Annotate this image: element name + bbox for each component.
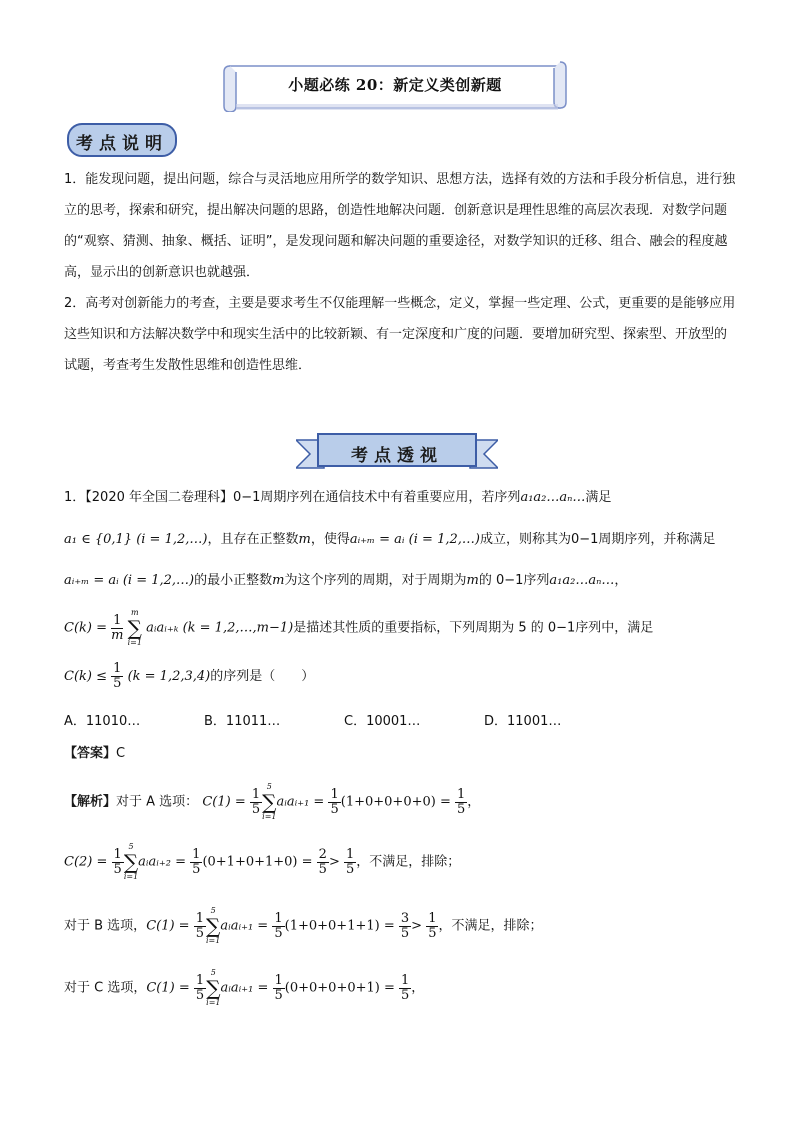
section-badge-explanation (66, 122, 178, 158)
fraction: $\frac{1}{5}$ (113, 846, 122, 877)
analysis-line-1: 【解析】对于 A 选项： C(1) = $\frac{1}{5}$ 5 ∑ i=1 aᵢaᵢ₊₁ = $\frac{1}{5}$ (1+0+0+0+0) = $\frac{1}{5}$ ， (64, 782, 481, 821)
fraction: $\frac{1}{m}$ (111, 612, 124, 643)
analysis-label: 【解析】 (64, 794, 117, 810)
problem-line-1: 1．【2020 年全国二卷理科】0−1周期序列在通信技术中有着重要应用，若序列a₁a₂…aₙ…满足 (64, 490, 612, 505)
summation-symbol: m ∑ i=1 (127, 608, 142, 647)
intro-paragraph-2: 2．高考对创新能力的考查，主要是要求考生不仅能理解一些概念，定义，掌握一些定理、公式，更重要的是能够应用这些知识和方法解决数学中和现实生活中的比较新颖、有一定深度和广度的问题．要增加研究型、探索型、开放型的试题，考查考生发散性思维和创造性思维． (64, 296, 736, 373)
option-c: C．10001… (344, 714, 421, 729)
summation-symbol: 5 ∑ i=1 (206, 968, 221, 1007)
option-a: A．11010… (64, 714, 141, 729)
answer-value: C (116, 746, 126, 761)
problem-line-2: a₁ ∈ {0,1} (i = 1,2,…)，且存在正整数m，使得aᵢ₊ₘ = aᵢ (i = 1,2,…)成立，则称其为0−1周期序列，并称满足 (64, 532, 716, 547)
page-title: 小题必练 20：新定义类创新题 (288, 76, 502, 94)
fraction: $\frac{1}{5}$ (113, 661, 122, 691)
summation-symbol: 5 ∑ i=1 (206, 906, 221, 945)
analysis-line-3: 对于 B 选项，C(1) = $\frac{1}{5}$ 5 ∑ i=1 aᵢaᵢ₊₁ = $\frac{1}{5}$ (1+0+0+1+1) = $\frac{3}{5}$ > $\frac{1}{5}$ ，不满足，排除； (64, 906, 543, 945)
option-d: D．11001… (484, 714, 562, 729)
problem-line-5: C(k) ≤ $\frac{1}{5}$ (k = 1,2,3,4)的序列是（ ） (64, 661, 315, 691)
section-badge-label: 考点透视 (351, 446, 443, 466)
answer-label: 【答案】 (64, 746, 117, 761)
summation-symbol: 5 ∑ i=1 (123, 842, 139, 881)
summation-symbol: 5 ∑ i=1 (262, 782, 277, 821)
analysis-line-2: C(2) = $\frac{1}{5}$ 5 ∑ i=1 aᵢaᵢ₊₂ = $\frac{1}{5}$ (0+1+0+1+0) = $\frac{2}{5}$ > $\frac{1}{5}$ ，不满足，排除； (64, 842, 461, 881)
problem-line-3: aᵢ₊ₘ = aᵢ (i = 1,2,…)的最小正整数m为这个序列的周期，对于周期为m的 0−1序列a₁a₂…aₙ…， (64, 573, 628, 588)
section-badge-label: 考点说明 (76, 134, 168, 154)
fraction: $\frac{2}{5}$ (318, 846, 327, 877)
problem-source: 1．【2020 年全国二卷理科】 (64, 490, 233, 505)
fraction: $\frac{1}{5}$ (346, 846, 355, 877)
intro-paragraph-1: 1．能发现问题，提出问题，综合与灵活地应用所学的数学知识、思想方法，选择有效的方法和手段分析信息，进行独立的思考，探索和研究，提出解决问题的思路，创造性地解决问题．创新意识是理性思维的高层次表现．对数学问题的“观察、猜测、抽象、概括、证明”，是发现问题和解决问题的重要途径，对数学知识的迁移、组合、融会的程度越高，显示出的创新意识也就越强． (64, 172, 736, 280)
problem-line-4: C(k) = $\frac{1}{m}$ m ∑ i=1 aᵢaᵢ₊ₖ (k = 1,2,…,m−1)是描述其性质的重要指标，下列周期为 5 的 0−1序列中，满足 (64, 608, 654, 647)
option-b: B．11011… (204, 714, 281, 729)
answer-line (64, 742, 125, 761)
analysis-line-4: 对于 C 选项，C(1) = $\frac{1}{5}$ 5 ∑ i=1 aᵢaᵢ₊₁ = $\frac{1}{5}$ (0+0+0+0+1) = $\frac{1}{5}$ ， (64, 968, 425, 1007)
fraction: $\frac{3}{5}$ (400, 910, 410, 941)
fraction: $\frac{1}{5}$ (192, 846, 201, 877)
fraction: $\frac{1}{5}$ (251, 786, 261, 817)
fraction: $\frac{1}{5}$ (195, 972, 205, 1003)
section-badge-perspective (296, 432, 498, 472)
fraction: $\frac{1}{5}$ (428, 910, 437, 941)
fraction: $\frac{1}{5}$ (274, 972, 283, 1003)
fraction: $\frac{1}{5}$ (457, 786, 466, 817)
fraction: $\frac{1}{5}$ (274, 910, 283, 941)
fraction: $\frac{1}{5}$ (195, 910, 204, 941)
fraction: $\frac{1}{5}$ (330, 786, 339, 817)
title-banner (222, 60, 568, 112)
fraction: $\frac{1}{5}$ (401, 972, 410, 1003)
